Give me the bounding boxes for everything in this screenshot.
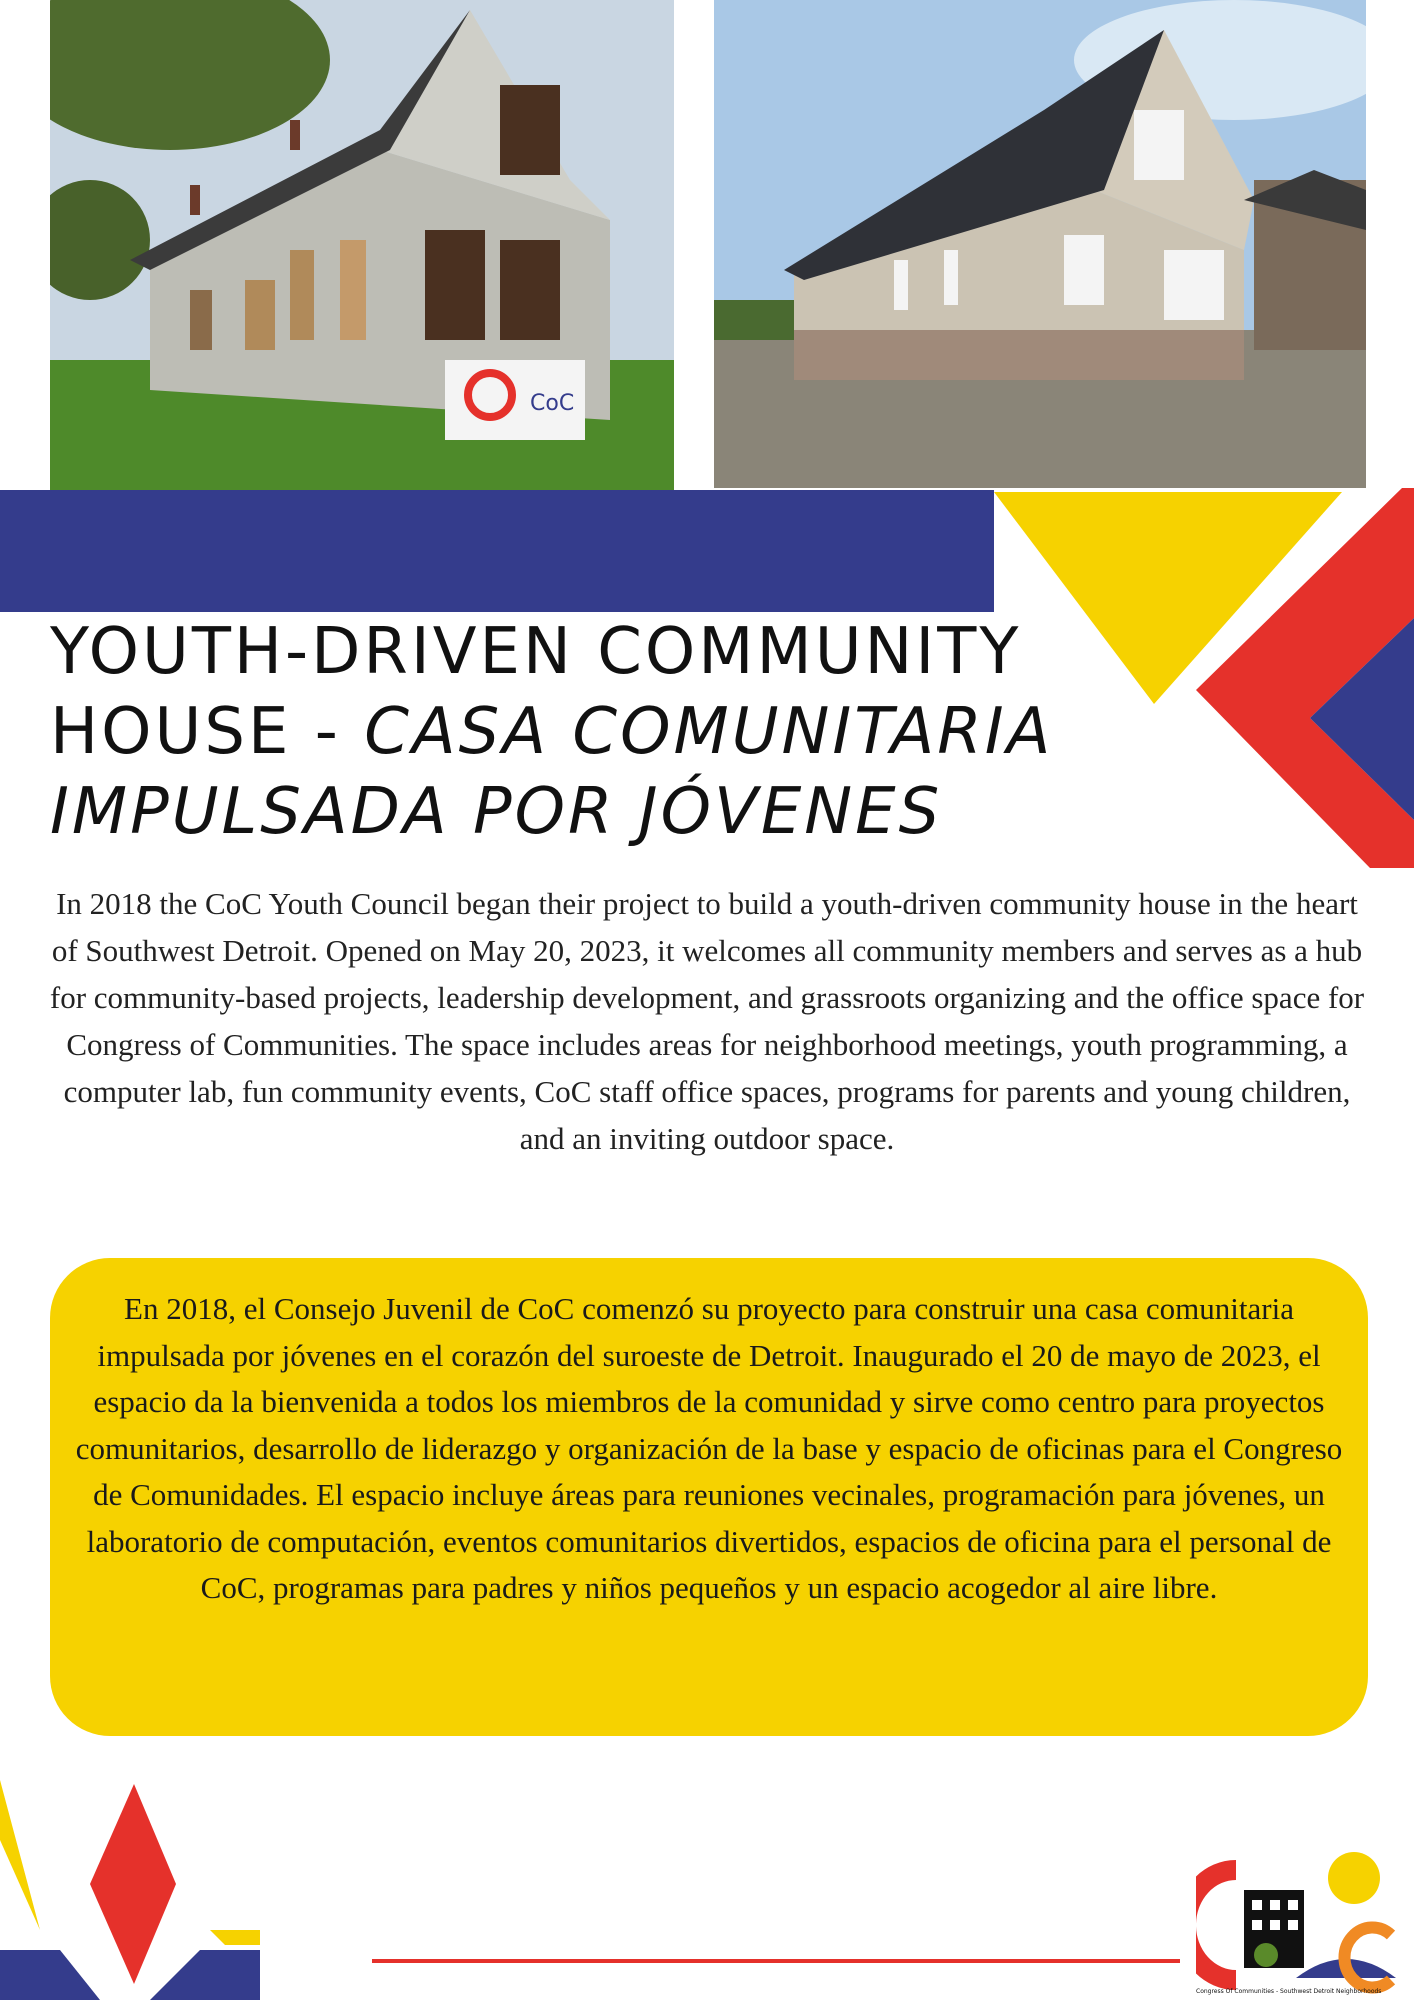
english-description: In 2018 the CoC Youth Council began their project to build a youth-driven community house in the heart of Southwest Detroit. Opened on May 20, 2023, it welcomes all community members and serves as a hub for community-based projects, leadership development, and grassroots organizing and the office space for Congress of Communities. The space includes areas for neighborhood meetings, youth programming, a computer lab, fun community events, CoC staff office spaces, programs for parents and young children, and an inviting outdoor space. — [49, 886, 1365, 1156]
house-before-photo — [50, 0, 674, 500]
spanish-description-box — [50, 1258, 1368, 1736]
title-spanish: CASA COMUNITARIA IMPULSADA POR JÓVENES — [50, 695, 1054, 849]
coc-logo — [1196, 1850, 1414, 2000]
spanish-description: En 2018, el Consejo Juvenil de CoC comenzó su proyecto para construir una casa comunitaria impulsada por jóvenes en el corazón del suroeste de Detroit. Inaugurado el 20 de mayo de 2023, el espacio da la bienvenida a todos los miembros de la comunidad y sirve como centro para proyectos comunitarios, desarrollo de liderazgo y organización de la base y espacio de oficinas para el Congreso de Comunidades. El espacio incluye áreas para reuniones vecinales, programación para jóvenes, un laboratorio de computación, eventos comunitarios divertidos, espacios de oficina para el personal de CoC, programas para padres y niños pequeños y un espacio acogedor al aire libre. — [75, 1291, 1343, 1605]
blue-banner-band — [0, 490, 994, 612]
house-before-illustration — [50, 0, 674, 500]
house-after-photo — [714, 0, 1366, 488]
footer-red-rule — [372, 1959, 1180, 1963]
before-banner-text: CoC — [530, 391, 575, 416]
page-title — [50, 612, 1190, 852]
bottom-geometric-decoration — [0, 1780, 260, 2000]
logo-caption: Congress Of Communities - Southwest Detroit Neighborhoods — [1196, 1988, 1382, 1995]
house-after-illustration — [714, 0, 1366, 488]
title-english: YOUTH-DRIVEN COMMUNITY HOUSE - — [50, 615, 1022, 769]
